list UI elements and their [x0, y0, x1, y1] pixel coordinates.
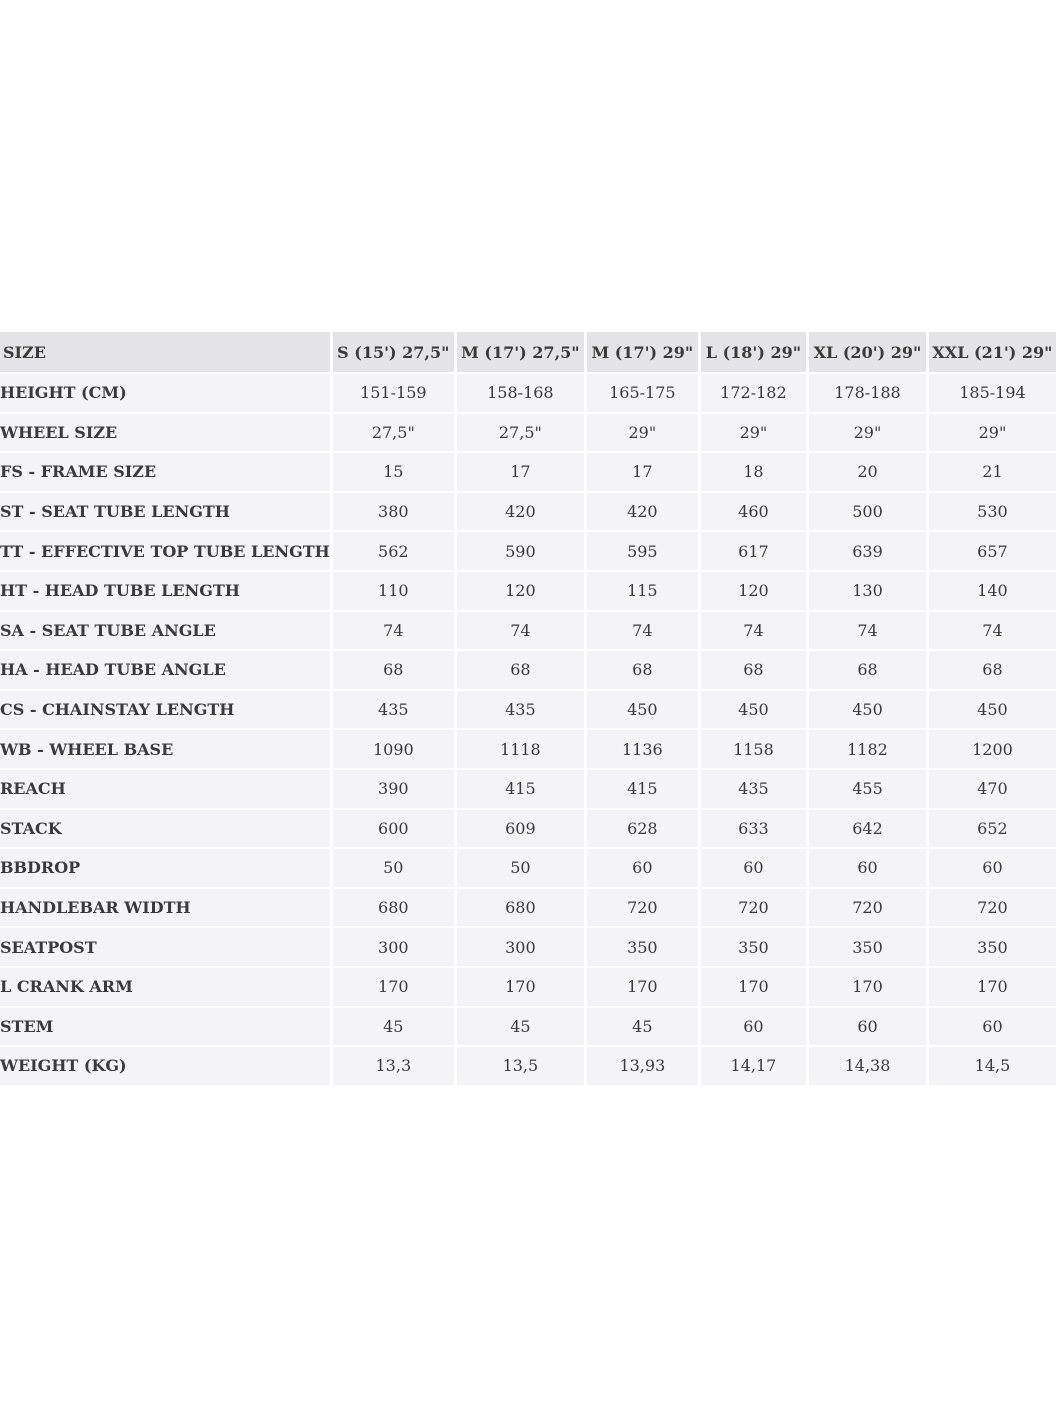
geometry-size-table — [0, 330, 1059, 1087]
table-header — [0, 332, 1056, 372]
table-cell: 14,38 — [809, 1047, 926, 1085]
table-cell: 172-182 — [701, 374, 806, 412]
table-cell: 590 — [457, 532, 584, 570]
table-cell: 27,5" — [457, 414, 584, 452]
row-label: WHEEL SIZE — [0, 414, 330, 452]
table-cell: 178-188 — [809, 374, 926, 412]
table-cell: 13,93 — [587, 1047, 698, 1085]
table-cell: 14,17 — [701, 1047, 806, 1085]
table-cell: 680 — [333, 889, 454, 927]
table-cell: 29" — [809, 414, 926, 452]
table-cell: 158-168 — [457, 374, 584, 412]
table-cell: 435 — [333, 691, 454, 729]
table-cell: 60 — [809, 1008, 926, 1046]
table-cell: 617 — [701, 532, 806, 570]
table-cell: 60 — [809, 849, 926, 887]
table-cell: 74 — [333, 612, 454, 650]
table-cell: 15 — [333, 453, 454, 491]
table-cell: 415 — [587, 770, 698, 808]
table-cell: 628 — [587, 810, 698, 848]
table-cell: 29" — [929, 414, 1056, 452]
table-cell: 1118 — [457, 730, 584, 768]
table-cell: 50 — [333, 849, 454, 887]
table-cell: 45 — [457, 1008, 584, 1046]
table-cell: 470 — [929, 770, 1056, 808]
table-row — [0, 810, 1056, 848]
column-header-s-27-5: S (15') 27,5" — [333, 332, 454, 372]
table-cell: 420 — [457, 493, 584, 531]
table-cell: 450 — [929, 691, 1056, 729]
row-label: HA - HEAD TUBE ANGLE — [0, 651, 330, 689]
table-cell: 60 — [929, 849, 1056, 887]
row-label: HANDLEBAR WIDTH — [0, 889, 330, 927]
table-cell: 151-159 — [333, 374, 454, 412]
table-cell: 74 — [457, 612, 584, 650]
table-cell: 110 — [333, 572, 454, 610]
table-cell: 165-175 — [587, 374, 698, 412]
table-cell: 68 — [457, 651, 584, 689]
table-cell: 20 — [809, 453, 926, 491]
table-cell: 74 — [809, 612, 926, 650]
table-row — [0, 612, 1056, 650]
table-cell: 27,5" — [333, 414, 454, 452]
table-row — [0, 849, 1056, 887]
table-cell: 435 — [701, 770, 806, 808]
table-cell: 120 — [457, 572, 584, 610]
table-row — [0, 730, 1056, 768]
table-cell: 652 — [929, 810, 1056, 848]
table-cell: 14,5 — [929, 1047, 1056, 1085]
table-cell: 68 — [809, 651, 926, 689]
table-cell: 720 — [701, 889, 806, 927]
table-cell: 45 — [333, 1008, 454, 1046]
column-header-m-29: M (17') 29" — [587, 332, 698, 372]
table-cell: 500 — [809, 493, 926, 531]
row-label: ST - SEAT TUBE LENGTH — [0, 493, 330, 531]
table-cell: 68 — [701, 651, 806, 689]
table-cell: 380 — [333, 493, 454, 531]
table-row — [0, 493, 1056, 531]
table-cell: 74 — [587, 612, 698, 650]
size-column-header: SIZE — [0, 332, 330, 372]
table-cell: 29" — [587, 414, 698, 452]
table-cell: 74 — [701, 612, 806, 650]
row-label: STACK — [0, 810, 330, 848]
table-cell: 390 — [333, 770, 454, 808]
row-label: SA - SEAT TUBE ANGLE — [0, 612, 330, 650]
table-row — [0, 770, 1056, 808]
table-cell: 170 — [333, 968, 454, 1006]
table-cell: 300 — [333, 928, 454, 966]
table-cell: 120 — [701, 572, 806, 610]
table-row — [0, 414, 1056, 452]
table-cell: 68 — [333, 651, 454, 689]
table-cell: 562 — [333, 532, 454, 570]
table-cell: 415 — [457, 770, 584, 808]
table-row — [0, 453, 1056, 491]
table-cell: 642 — [809, 810, 926, 848]
table-body — [0, 374, 1056, 1085]
table-cell: 720 — [929, 889, 1056, 927]
table-row — [0, 572, 1056, 610]
column-header-xxl-29: XXL (21') 29" — [929, 332, 1056, 372]
table-cell: 60 — [929, 1008, 1056, 1046]
table-cell: 170 — [587, 968, 698, 1006]
table-cell: 530 — [929, 493, 1056, 531]
table-cell: 17 — [457, 453, 584, 491]
table-row — [0, 374, 1056, 412]
table-cell: 609 — [457, 810, 584, 848]
table-cell: 13,3 — [333, 1047, 454, 1085]
table-cell: 13,5 — [457, 1047, 584, 1085]
table-cell: 350 — [809, 928, 926, 966]
table-cell: 450 — [587, 691, 698, 729]
table-row — [0, 889, 1056, 927]
table-cell: 130 — [809, 572, 926, 610]
table-cell: 450 — [701, 691, 806, 729]
table-cell: 115 — [587, 572, 698, 610]
row-label: STEM — [0, 1008, 330, 1046]
table-cell: 595 — [587, 532, 698, 570]
table-cell: 639 — [809, 532, 926, 570]
table-cell: 170 — [929, 968, 1056, 1006]
table-cell: 720 — [809, 889, 926, 927]
table-cell: 21 — [929, 453, 1056, 491]
table-cell: 185-194 — [929, 374, 1056, 412]
column-header-m-27-5: M (17') 27,5" — [457, 332, 584, 372]
table-cell: 17 — [587, 453, 698, 491]
row-label: FS - FRAME SIZE — [0, 453, 330, 491]
table-cell: 50 — [457, 849, 584, 887]
table-cell: 633 — [701, 810, 806, 848]
table-cell: 680 — [457, 889, 584, 927]
table-row — [0, 1047, 1056, 1085]
row-label: WEIGHT (KG) — [0, 1047, 330, 1085]
table-cell: 435 — [457, 691, 584, 729]
row-label: WB - WHEEL BASE — [0, 730, 330, 768]
table-row — [0, 532, 1056, 570]
table-cell: 170 — [809, 968, 926, 1006]
table-cell: 68 — [587, 651, 698, 689]
table-cell: 1200 — [929, 730, 1056, 768]
table-cell: 1158 — [701, 730, 806, 768]
table-row — [0, 968, 1056, 1006]
table-cell: 60 — [701, 849, 806, 887]
table-cell: 1182 — [809, 730, 926, 768]
table-cell: 29" — [701, 414, 806, 452]
header-row — [0, 332, 1056, 372]
row-label: BBDROP — [0, 849, 330, 887]
table-row — [0, 928, 1056, 966]
row-label: L CRANK ARM — [0, 968, 330, 1006]
table-cell: 460 — [701, 493, 806, 531]
table-cell: 300 — [457, 928, 584, 966]
table-cell: 455 — [809, 770, 926, 808]
table-cell: 60 — [701, 1008, 806, 1046]
row-label: HEIGHT (CM) — [0, 374, 330, 412]
table-cell: 600 — [333, 810, 454, 848]
column-header-l-29: L (18') 29" — [701, 332, 806, 372]
table-row — [0, 651, 1056, 689]
table-cell: 350 — [929, 928, 1056, 966]
row-label: CS - CHAINSTAY LENGTH — [0, 691, 330, 729]
table-cell: 170 — [701, 968, 806, 1006]
column-header-xl-29: XL (20') 29" — [809, 332, 926, 372]
table-cell: 74 — [929, 612, 1056, 650]
table-row — [0, 691, 1056, 729]
table-cell: 720 — [587, 889, 698, 927]
table-cell: 350 — [701, 928, 806, 966]
row-label: SEATPOST — [0, 928, 330, 966]
table-cell: 450 — [809, 691, 926, 729]
table-row — [0, 1008, 1056, 1046]
table-cell: 60 — [587, 849, 698, 887]
table-cell: 350 — [587, 928, 698, 966]
table-cell: 420 — [587, 493, 698, 531]
row-label: HT - HEAD TUBE LENGTH — [0, 572, 330, 610]
row-label: REACH — [0, 770, 330, 808]
row-label: TT - EFFECTIVE TOP TUBE LENGTH — [0, 532, 330, 570]
table-cell: 68 — [929, 651, 1056, 689]
table-cell: 18 — [701, 453, 806, 491]
table-cell: 657 — [929, 532, 1056, 570]
table-cell: 1090 — [333, 730, 454, 768]
table-cell: 140 — [929, 572, 1056, 610]
table-cell: 1136 — [587, 730, 698, 768]
table-cell: 45 — [587, 1008, 698, 1046]
table-cell: 170 — [457, 968, 584, 1006]
